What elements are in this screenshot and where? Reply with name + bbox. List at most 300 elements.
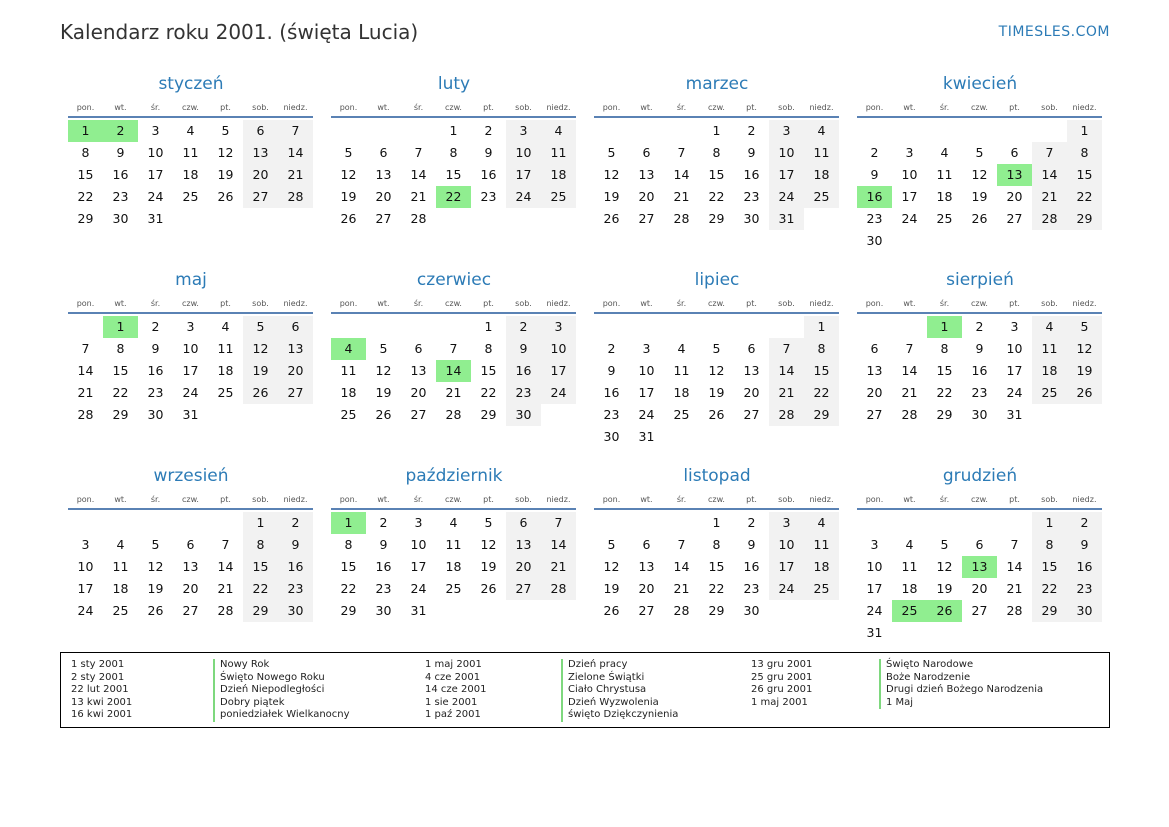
- month-days-grid: [594, 100, 840, 230]
- legend-holiday-name: Zielone Świątki: [561, 672, 678, 685]
- legend-date: 1 maj 2001: [425, 659, 482, 670]
- legend-holiday-name: Dzień Niepodległości: [213, 684, 350, 697]
- day-cell: 24: [638, 407, 655, 422]
- month-days-grid: [331, 100, 577, 230]
- day-cell: 11: [804, 142, 839, 164]
- day-cell: 2: [278, 512, 313, 534]
- month-2: [594, 72, 840, 268]
- day-cell: 19: [708, 385, 725, 400]
- day-cell: 15: [804, 360, 839, 382]
- day-cell: 6: [642, 537, 651, 552]
- day-cell: 24: [866, 603, 883, 618]
- day-cell: 18: [340, 385, 357, 400]
- weekday-header: pt.: [997, 492, 1032, 510]
- weekday-header: śr.: [138, 492, 173, 510]
- day-cell: 18: [804, 556, 839, 578]
- day-cell: 26: [971, 211, 988, 226]
- day-cell: 30: [1067, 600, 1102, 622]
- empty-cell: [664, 512, 699, 534]
- day-cell: 1: [484, 319, 493, 334]
- day-cell: 19: [603, 189, 620, 204]
- month-0: [68, 72, 314, 268]
- day-cell: 25: [804, 186, 839, 208]
- day-cell: 24: [901, 211, 918, 226]
- empty-cell: [68, 512, 103, 534]
- day-cell: 4: [905, 537, 914, 552]
- day-cell: 11: [340, 363, 357, 378]
- empty-cell: [103, 512, 138, 534]
- weekday-header: sob.: [243, 492, 278, 510]
- weekday-header: pt.: [734, 100, 769, 118]
- day-cell: 6: [243, 120, 278, 142]
- day-cell: 19: [971, 189, 988, 204]
- legend-date: 22 lut 2001: [71, 684, 129, 695]
- day-cell: 22: [340, 581, 357, 596]
- day-cell: 23: [971, 385, 988, 400]
- day-cell: 9: [506, 338, 541, 360]
- month-days-grid: [68, 296, 314, 426]
- month-1: [331, 72, 577, 268]
- day-cell: 8: [1032, 534, 1067, 556]
- weekday-header: wt.: [892, 492, 927, 510]
- day-cell: 17: [901, 189, 918, 204]
- day-cell: 6: [278, 316, 313, 338]
- weekday-header: śr.: [927, 100, 962, 118]
- weekday-header: śr.: [927, 492, 962, 510]
- day-cell: 30: [603, 429, 620, 444]
- day-cell: 9: [379, 537, 388, 552]
- day-cell: 17: [769, 556, 804, 578]
- weekday-header: śr.: [138, 100, 173, 118]
- day-cell: 17: [77, 581, 94, 596]
- weekday-header: śr.: [401, 492, 436, 510]
- day-cell: 1: [712, 515, 721, 530]
- day-cell: 5: [243, 316, 278, 338]
- day-cell: 16: [480, 167, 497, 182]
- day-cell: 18: [217, 363, 234, 378]
- day-cell: 20: [375, 189, 392, 204]
- day-cell: 31: [147, 211, 164, 226]
- day-cell: 17: [506, 164, 541, 186]
- day-cell: 19: [375, 385, 392, 400]
- day-cell: 24: [410, 581, 427, 596]
- day-cell: 28: [901, 407, 918, 422]
- empty-cell: [366, 120, 401, 142]
- legend-date: 1 maj 2001: [751, 696, 808, 708]
- weekday-header: śr.: [927, 296, 962, 314]
- day-cell: 23: [147, 385, 164, 400]
- holiday-day-cell: 4: [331, 338, 366, 360]
- day-cell: 10: [77, 559, 94, 574]
- day-cell: 27: [243, 186, 278, 208]
- day-cell: 6: [186, 537, 195, 552]
- day-cell: 8: [804, 338, 839, 360]
- day-cell: 20: [1006, 189, 1023, 204]
- day-cell: 2: [151, 319, 160, 334]
- weekday-header: pt.: [734, 492, 769, 510]
- day-cell: 25: [217, 385, 234, 400]
- day-cell: 17: [410, 559, 427, 574]
- weekday-header: wt.: [103, 100, 138, 118]
- day-cell: 28: [278, 186, 313, 208]
- day-cell: 14: [673, 559, 690, 574]
- day-cell: 31: [1006, 407, 1023, 422]
- day-cell: 14: [769, 360, 804, 382]
- day-cell: 27: [182, 603, 199, 618]
- weekday-header: śr.: [401, 296, 436, 314]
- day-cell: 30: [743, 211, 760, 226]
- day-cell: 24: [769, 186, 804, 208]
- day-cell: 26: [603, 211, 620, 226]
- day-cell: 22: [77, 189, 94, 204]
- day-cell: 23: [743, 581, 760, 596]
- day-cell: 28: [77, 407, 94, 422]
- day-cell: 2: [607, 341, 616, 356]
- day-cell: 18: [445, 559, 462, 574]
- day-cell: 20: [743, 385, 760, 400]
- day-cell: 13: [866, 363, 883, 378]
- legend-holiday-name: Dobry piątek: [213, 697, 350, 710]
- day-cell: 28: [673, 211, 690, 226]
- day-cell: 3: [769, 120, 804, 142]
- legend-names-column: [879, 659, 1043, 709]
- day-cell: 20: [243, 164, 278, 186]
- day-cell: 3: [81, 537, 90, 552]
- empty-cell: [997, 512, 1032, 534]
- day-cell: 16: [743, 167, 760, 182]
- day-cell: 24: [541, 382, 576, 404]
- legend-date: 26 gru 2001: [751, 684, 813, 695]
- day-cell: 17: [182, 363, 199, 378]
- legend-date: 1 sie 2001: [425, 696, 478, 708]
- empty-cell: [769, 316, 804, 338]
- day-cell: 29: [804, 404, 839, 426]
- day-cell: 22: [936, 385, 953, 400]
- day-cell: 27: [375, 211, 392, 226]
- day-cell: 26: [243, 382, 278, 404]
- day-cell: 19: [480, 559, 497, 574]
- holiday-legend: [60, 652, 1110, 728]
- weekday-header: czw.: [436, 100, 471, 118]
- empty-cell: [997, 120, 1032, 142]
- day-cell: 10: [1006, 341, 1023, 356]
- day-cell: 2: [870, 145, 879, 160]
- holiday-day-cell: 2: [103, 120, 138, 142]
- day-cell: 12: [603, 559, 620, 574]
- weekday-header: niedz.: [541, 492, 576, 510]
- day-cell: 12: [340, 167, 357, 182]
- empty-cell: [173, 512, 208, 534]
- day-cell: 4: [1032, 316, 1067, 338]
- legend-date: 1 paź 2001: [425, 709, 481, 720]
- day-cell: 23: [278, 578, 313, 600]
- empty-cell: [629, 512, 664, 534]
- legend-holiday-name: Ciało Chrystusa: [561, 684, 678, 697]
- day-cell: 9: [1067, 534, 1102, 556]
- empty-cell: [594, 512, 629, 534]
- day-cell: 18: [541, 164, 576, 186]
- legend-dates-column: [71, 659, 132, 722]
- day-cell: 25: [936, 211, 953, 226]
- legend-dates-column: [751, 659, 812, 709]
- day-cell: 14: [1006, 559, 1023, 574]
- day-cell: 18: [804, 164, 839, 186]
- day-cell: 15: [480, 363, 497, 378]
- weekday-header: pt.: [471, 296, 506, 314]
- day-cell: 22: [708, 189, 725, 204]
- month-name: sierpień: [946, 270, 1014, 290]
- day-cell: 9: [975, 341, 984, 356]
- day-cell: 10: [506, 142, 541, 164]
- legend-holiday-name: 1 Maj: [879, 697, 1043, 710]
- day-cell: 23: [743, 189, 760, 204]
- legend-holiday-name: święto Dziękczynienia: [561, 709, 678, 722]
- day-cell: 14: [541, 534, 576, 556]
- brand-link[interactable]: TIMESLES.COM: [998, 24, 1110, 40]
- legend-holiday-name: Boże Narodzenie: [879, 672, 1043, 685]
- day-cell: 3: [905, 145, 914, 160]
- day-cell: 2: [975, 319, 984, 334]
- empty-cell: [892, 512, 927, 534]
- month-name: kwiecień: [942, 74, 1018, 94]
- day-cell: 25: [673, 407, 690, 422]
- day-cell: 2: [747, 515, 756, 530]
- day-cell: 30: [112, 211, 129, 226]
- day-cell: 10: [901, 167, 918, 182]
- day-cell: 2: [1067, 512, 1102, 534]
- day-cell: 9: [278, 534, 313, 556]
- weekday-header: wt.: [103, 296, 138, 314]
- day-cell: 16: [603, 385, 620, 400]
- month-days-grid: [594, 492, 840, 622]
- legend-names-column: [213, 659, 350, 722]
- day-cell: 3: [642, 341, 651, 356]
- day-cell: 12: [708, 363, 725, 378]
- weekday-header: pon.: [68, 492, 103, 510]
- day-cell: 20: [638, 189, 655, 204]
- day-cell: 25: [340, 407, 357, 422]
- day-cell: 23: [480, 189, 497, 204]
- weekday-header: czw.: [436, 492, 471, 510]
- day-cell: 28: [445, 407, 462, 422]
- day-cell: 6: [975, 537, 984, 552]
- day-cell: 18: [901, 581, 918, 596]
- weekday-header: wt.: [366, 100, 401, 118]
- day-cell: 14: [673, 167, 690, 182]
- day-cell: 6: [1010, 145, 1019, 160]
- legend-date: 25 gru 2001: [751, 671, 813, 683]
- day-cell: 20: [971, 581, 988, 596]
- day-cell: 8: [81, 145, 90, 160]
- day-cell: 28: [1006, 603, 1023, 618]
- day-cell: 22: [1067, 186, 1102, 208]
- month-days-grid: [331, 296, 577, 426]
- day-cell: 11: [804, 534, 839, 556]
- day-cell: 10: [541, 338, 576, 360]
- weekday-header: pt.: [208, 296, 243, 314]
- day-cell: 17: [1006, 363, 1023, 378]
- weekday-header: niedz.: [804, 100, 839, 118]
- day-cell: 7: [414, 145, 423, 160]
- day-cell: 4: [541, 120, 576, 142]
- empty-cell: [699, 316, 734, 338]
- day-cell: 17: [147, 167, 164, 182]
- day-cell: 27: [1006, 211, 1023, 226]
- day-cell: 16: [112, 167, 129, 182]
- day-cell: 8: [1067, 142, 1102, 164]
- day-cell: 1: [449, 123, 458, 138]
- legend-holiday-name: Święto Narodowe: [879, 659, 1043, 672]
- weekday-header: śr.: [664, 296, 699, 314]
- empty-cell: [208, 512, 243, 534]
- day-cell: 25: [112, 603, 129, 618]
- day-cell: 15: [1032, 556, 1067, 578]
- day-cell: 23: [1067, 578, 1102, 600]
- day-cell: 19: [1067, 360, 1102, 382]
- day-cell: 25: [445, 581, 462, 596]
- month-name: lipiec: [694, 270, 740, 290]
- day-cell: 12: [147, 559, 164, 574]
- legend-holiday-name: Święto Nowego Roku: [213, 672, 350, 685]
- weekday-header: pon.: [331, 296, 366, 314]
- day-cell: 6: [642, 145, 651, 160]
- day-cell: 6: [870, 341, 879, 356]
- day-cell: 5: [712, 341, 721, 356]
- weekday-header: pon.: [331, 492, 366, 510]
- day-cell: 29: [708, 211, 725, 226]
- weekday-header: pon.: [857, 100, 892, 118]
- day-cell: 21: [673, 581, 690, 596]
- empty-cell: [857, 120, 892, 142]
- day-cell: 4: [804, 120, 839, 142]
- weekday-header: czw.: [699, 100, 734, 118]
- weekday-header: pon.: [68, 296, 103, 314]
- weekday-header: czw.: [962, 100, 997, 118]
- day-cell: 13: [638, 559, 655, 574]
- day-cell: 1: [712, 123, 721, 138]
- weekday-header: pon.: [594, 492, 629, 510]
- legend-holiday-name: Nowy Rok: [213, 659, 350, 672]
- day-cell: 27: [971, 603, 988, 618]
- month-days-grid: [857, 296, 1103, 426]
- day-cell: 6: [506, 512, 541, 534]
- day-cell: 21: [77, 385, 94, 400]
- day-cell: 31: [410, 603, 427, 618]
- month-days-grid: [331, 492, 577, 622]
- day-cell: 13: [743, 363, 760, 378]
- day-cell: 15: [936, 363, 953, 378]
- day-cell: 16: [971, 363, 988, 378]
- day-cell: 4: [449, 515, 458, 530]
- day-cell: 9: [607, 363, 616, 378]
- day-cell: 7: [905, 341, 914, 356]
- day-cell: 21: [1006, 581, 1023, 596]
- day-cell: 5: [221, 123, 230, 138]
- month-name: październik: [405, 466, 503, 486]
- day-cell: 7: [1032, 142, 1067, 164]
- weekday-header: niedz.: [1067, 296, 1102, 314]
- day-cell: 23: [375, 581, 392, 596]
- day-cell: 12: [480, 537, 497, 552]
- day-cell: 8: [449, 145, 458, 160]
- month-7: [857, 268, 1103, 464]
- weekday-header: czw.: [962, 492, 997, 510]
- day-cell: 29: [480, 407, 497, 422]
- month-days-grid: [857, 100, 1103, 252]
- weekday-header: wt.: [629, 492, 664, 510]
- empty-cell: [892, 120, 927, 142]
- day-cell: 31: [769, 208, 804, 230]
- weekday-header: niedz.: [278, 100, 313, 118]
- weekday-header: niedz.: [804, 492, 839, 510]
- day-cell: 15: [1067, 164, 1102, 186]
- weekday-header: pt.: [208, 100, 243, 118]
- day-cell: 16: [147, 363, 164, 378]
- day-cell: 29: [77, 211, 94, 226]
- day-cell: 3: [506, 120, 541, 142]
- day-cell: 25: [804, 578, 839, 600]
- day-cell: 13: [410, 363, 427, 378]
- day-cell: 16: [506, 360, 541, 382]
- empty-cell: [401, 120, 436, 142]
- empty-cell: [594, 316, 629, 338]
- month-name: luty: [437, 74, 471, 94]
- day-cell: 21: [541, 556, 576, 578]
- legend-holiday-name: Dzień Wyzwolenia: [561, 697, 678, 710]
- empty-cell: [962, 512, 997, 534]
- legend-date: 2 sty 2001: [71, 671, 125, 683]
- month-11: [857, 464, 1103, 660]
- legend-holiday-name: Dzień pracy: [561, 659, 678, 672]
- day-cell: 1: [804, 316, 839, 338]
- weekday-header: wt.: [629, 100, 664, 118]
- day-cell: 4: [116, 537, 125, 552]
- day-cell: 7: [278, 120, 313, 142]
- day-cell: 11: [936, 167, 953, 182]
- day-cell: 22: [480, 385, 497, 400]
- day-cell: 18: [936, 189, 953, 204]
- empty-cell: [331, 120, 366, 142]
- page-title: Kalendarz roku 2001. (święta Lucia): [60, 20, 419, 44]
- weekday-header: czw.: [699, 296, 734, 314]
- day-cell: 15: [708, 559, 725, 574]
- day-cell: 26: [708, 407, 725, 422]
- day-cell: 28: [217, 603, 234, 618]
- day-cell: 2: [747, 123, 756, 138]
- weekday-header: niedz.: [278, 296, 313, 314]
- day-cell: 17: [541, 360, 576, 382]
- day-cell: 11: [673, 363, 690, 378]
- day-cell: 7: [221, 537, 230, 552]
- weekday-header: sob.: [243, 296, 278, 314]
- day-cell: 13: [182, 559, 199, 574]
- empty-cell: [401, 316, 436, 338]
- day-cell: 14: [77, 363, 94, 378]
- day-cell: 11: [112, 559, 129, 574]
- day-cell: 4: [186, 123, 195, 138]
- weekday-header: czw.: [173, 492, 208, 510]
- day-cell: 21: [410, 189, 427, 204]
- weekday-header: śr.: [138, 296, 173, 314]
- day-cell: 3: [414, 515, 423, 530]
- empty-cell: [664, 120, 699, 142]
- day-cell: 26: [340, 211, 357, 226]
- day-cell: 3: [541, 316, 576, 338]
- day-cell: 23: [112, 189, 129, 204]
- weekday-header: niedz.: [278, 492, 313, 510]
- weekday-header: czw.: [173, 100, 208, 118]
- month-4: [68, 268, 314, 464]
